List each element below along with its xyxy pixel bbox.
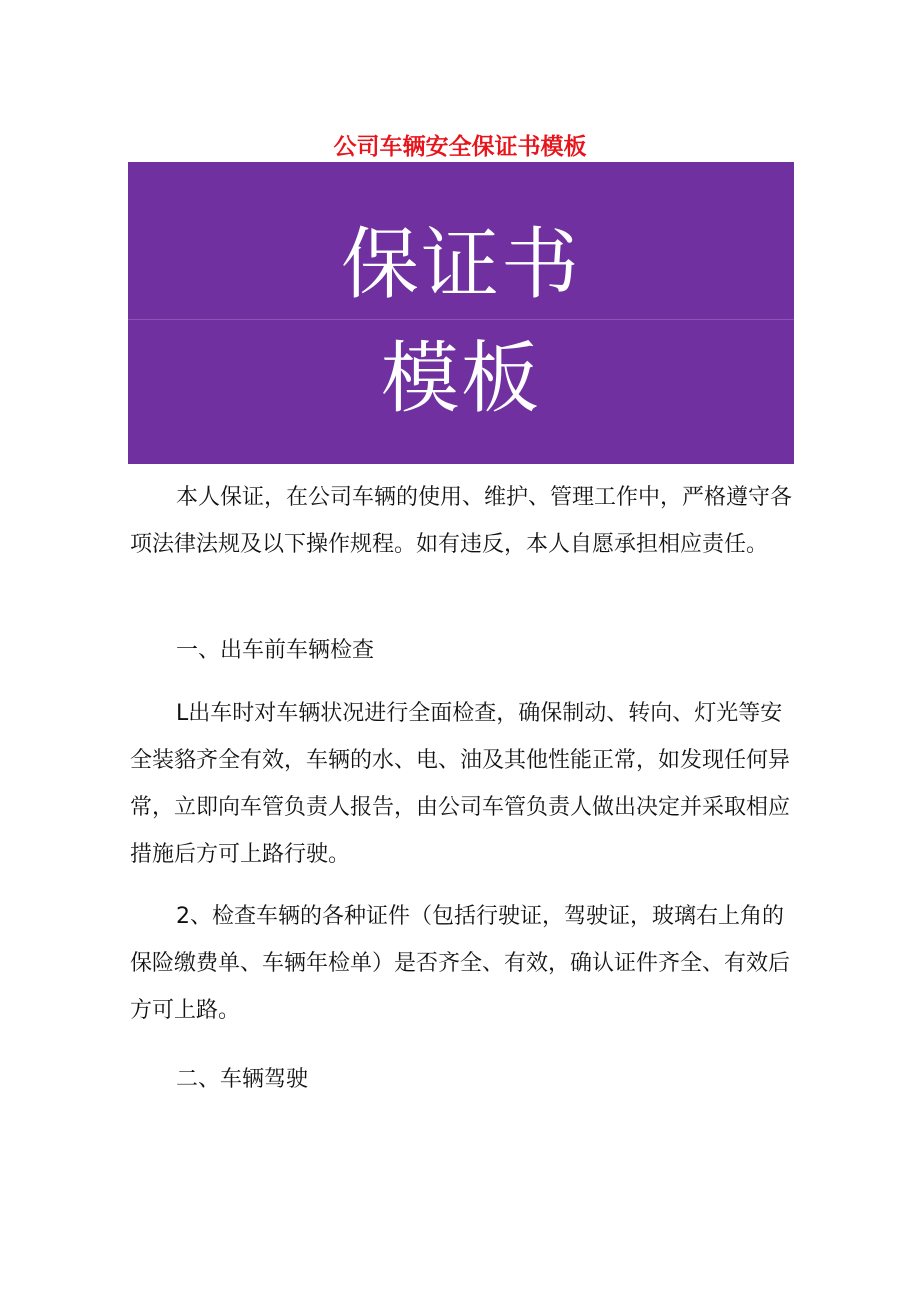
section-heading-1: 一、出车前车辆检查 — [176, 638, 375, 663]
banner-title-line1: 保证书 — [340, 220, 581, 310]
title-banner — [128, 162, 794, 464]
document-title: 公司车辆安全保证书模板 — [333, 134, 587, 160]
banner-divider — [128, 319, 794, 320]
item-paragraph-2: 2、检查车辆的各种证件（包括行驶证，驾驶证，玻璃右上角的保险缴费单、车辆年检单）是否齐全、有效，确认证件齐全、有效后方可上路。 — [130, 904, 791, 1023]
section-heading-2: 二、车辆驾驶 — [176, 1067, 309, 1092]
intro-paragraph: 本人保证，在公司车辆的使用、维护、管理工作中，严格遵守各项法律法规及以下操作规程。如有违反，本人自愿承担相应责任。 — [130, 485, 793, 557]
item-paragraph-1: L出车时对车辆状况进行全面检查，确保制动、转向、灯光等安全装貉齐全有效，车辆的水、电、油及其他性能正常，如发现任何异常，立即向车管负责人报告，由公司车管负责人做出决定并采取相应措施后方可上路行驶。 — [130, 701, 791, 867]
banner-title-line2: 模板 — [380, 334, 541, 424]
